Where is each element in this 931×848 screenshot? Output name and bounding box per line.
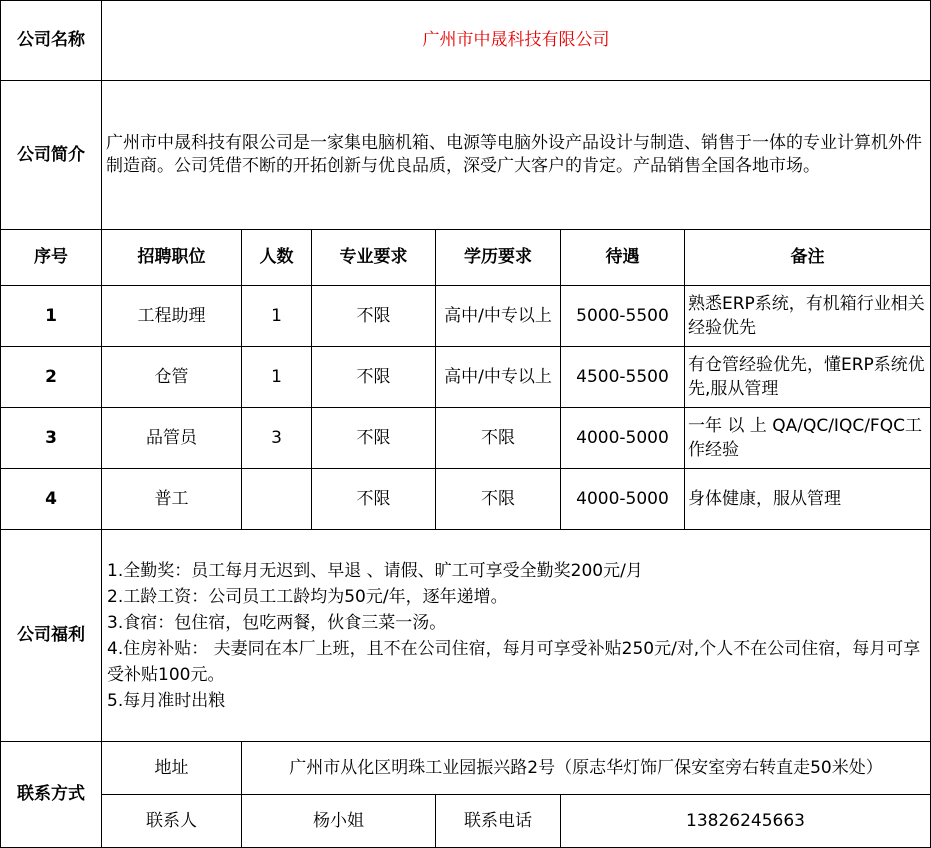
welfare-item: 1.全勤奖：员工每月无迟到、早退 、请假、旷工可享受全勤奖200元/月 (107, 560, 643, 581)
person-value: 杨小姐 (242, 795, 436, 848)
header-count: 人数 (242, 230, 312, 286)
job-major: 不限 (312, 469, 436, 530)
job-major: 不限 (312, 347, 436, 408)
header-education: 学历要求 (436, 230, 561, 286)
job-no: 2 (1, 347, 102, 408)
job-salary: 4500-5500 (561, 347, 685, 408)
job-position: 仓管 (102, 347, 242, 408)
job-education: 高中/中专以上 (436, 347, 561, 408)
welfare-item: 3.食宿：包住宿，包吃两餐，伙食三菜一汤。 (107, 612, 447, 633)
company-name: 广州市中晟科技有限公司 (102, 1, 931, 81)
job-no: 1 (1, 286, 102, 347)
job-row (1, 347, 931, 408)
job-note: 熟悉ERP系统，有机箱行业相关经验优先 (685, 286, 931, 347)
welfare-item: 4.住房补贴： 夫妻同在本厂上班，且不在公司住宿，每月可享受补贴250元/对,个人不在公司住宿，每月可享受补贴100元。 (107, 638, 921, 685)
job-header-row (1, 230, 931, 286)
job-salary: 5000-5500 (561, 286, 685, 347)
job-salary: 4000-5000 (561, 469, 685, 530)
welfare-item: 5.每月准时出粮 (107, 690, 226, 711)
contact-person-row (1, 795, 931, 848)
header-position: 招聘职位 (102, 230, 242, 286)
job-count: 1 (242, 286, 312, 347)
job-major: 不限 (312, 286, 436, 347)
job-row (1, 286, 931, 347)
address-value: 广州市从化区明珠工业园振兴路2号（原志华灯饰厂保安室旁右转直走50米处） (242, 742, 931, 795)
job-count (242, 469, 312, 530)
welfare-item: 2.工龄工资：公司员工工龄均为50元/年，逐年递增。 (107, 586, 508, 607)
header-salary: 待遇 (561, 230, 685, 286)
header-no: 序号 (1, 230, 102, 286)
job-no: 4 (1, 469, 102, 530)
phone-value: 13826245663 (561, 795, 931, 848)
job-note: 一年 以 上 QA/QC/IQC/FQC工作经验 (685, 408, 931, 469)
contact-address-row (1, 742, 931, 795)
job-position: 普工 (102, 469, 242, 530)
job-row (1, 408, 931, 469)
company-intro-row (1, 81, 931, 230)
job-count: 3 (242, 408, 312, 469)
address-label: 地址 (102, 742, 242, 795)
header-note: 备注 (685, 230, 931, 286)
job-education: 不限 (436, 469, 561, 530)
company-intro-label: 公司简介 (1, 81, 102, 230)
job-note: 身体健康，服从管理 (685, 469, 931, 530)
job-major: 不限 (312, 408, 436, 469)
company-name-row (1, 1, 931, 81)
phone-label: 联系电话 (436, 795, 561, 848)
job-row (1, 469, 931, 530)
welfare-list (102, 530, 931, 742)
header-major: 专业要求 (312, 230, 436, 286)
company-intro-text: 广州市中晟科技有限公司是一家集电脑机箱、电源等电脑外设产品设计与制造、销售于一体的专业计算机外件制造商。公司凭借不断的开拓创新与优良品质，深受广大客户的肯定。产品销售全国各地市场。 (102, 81, 931, 230)
welfare-row (1, 530, 931, 742)
person-label: 联系人 (102, 795, 242, 848)
welfare-label: 公司福利 (1, 530, 102, 742)
job-note: 有仓管经验优先，懂ERP系统优先,服从管理 (685, 347, 931, 408)
job-education: 不限 (436, 408, 561, 469)
job-position: 品管员 (102, 408, 242, 469)
job-salary: 4000-5000 (561, 408, 685, 469)
job-education: 高中/中专以上 (436, 286, 561, 347)
job-count: 1 (242, 347, 312, 408)
job-no: 3 (1, 408, 102, 469)
company-name-label: 公司名称 (1, 1, 102, 81)
contact-label: 联系方式 (1, 742, 102, 848)
job-position: 工程助理 (102, 286, 242, 347)
